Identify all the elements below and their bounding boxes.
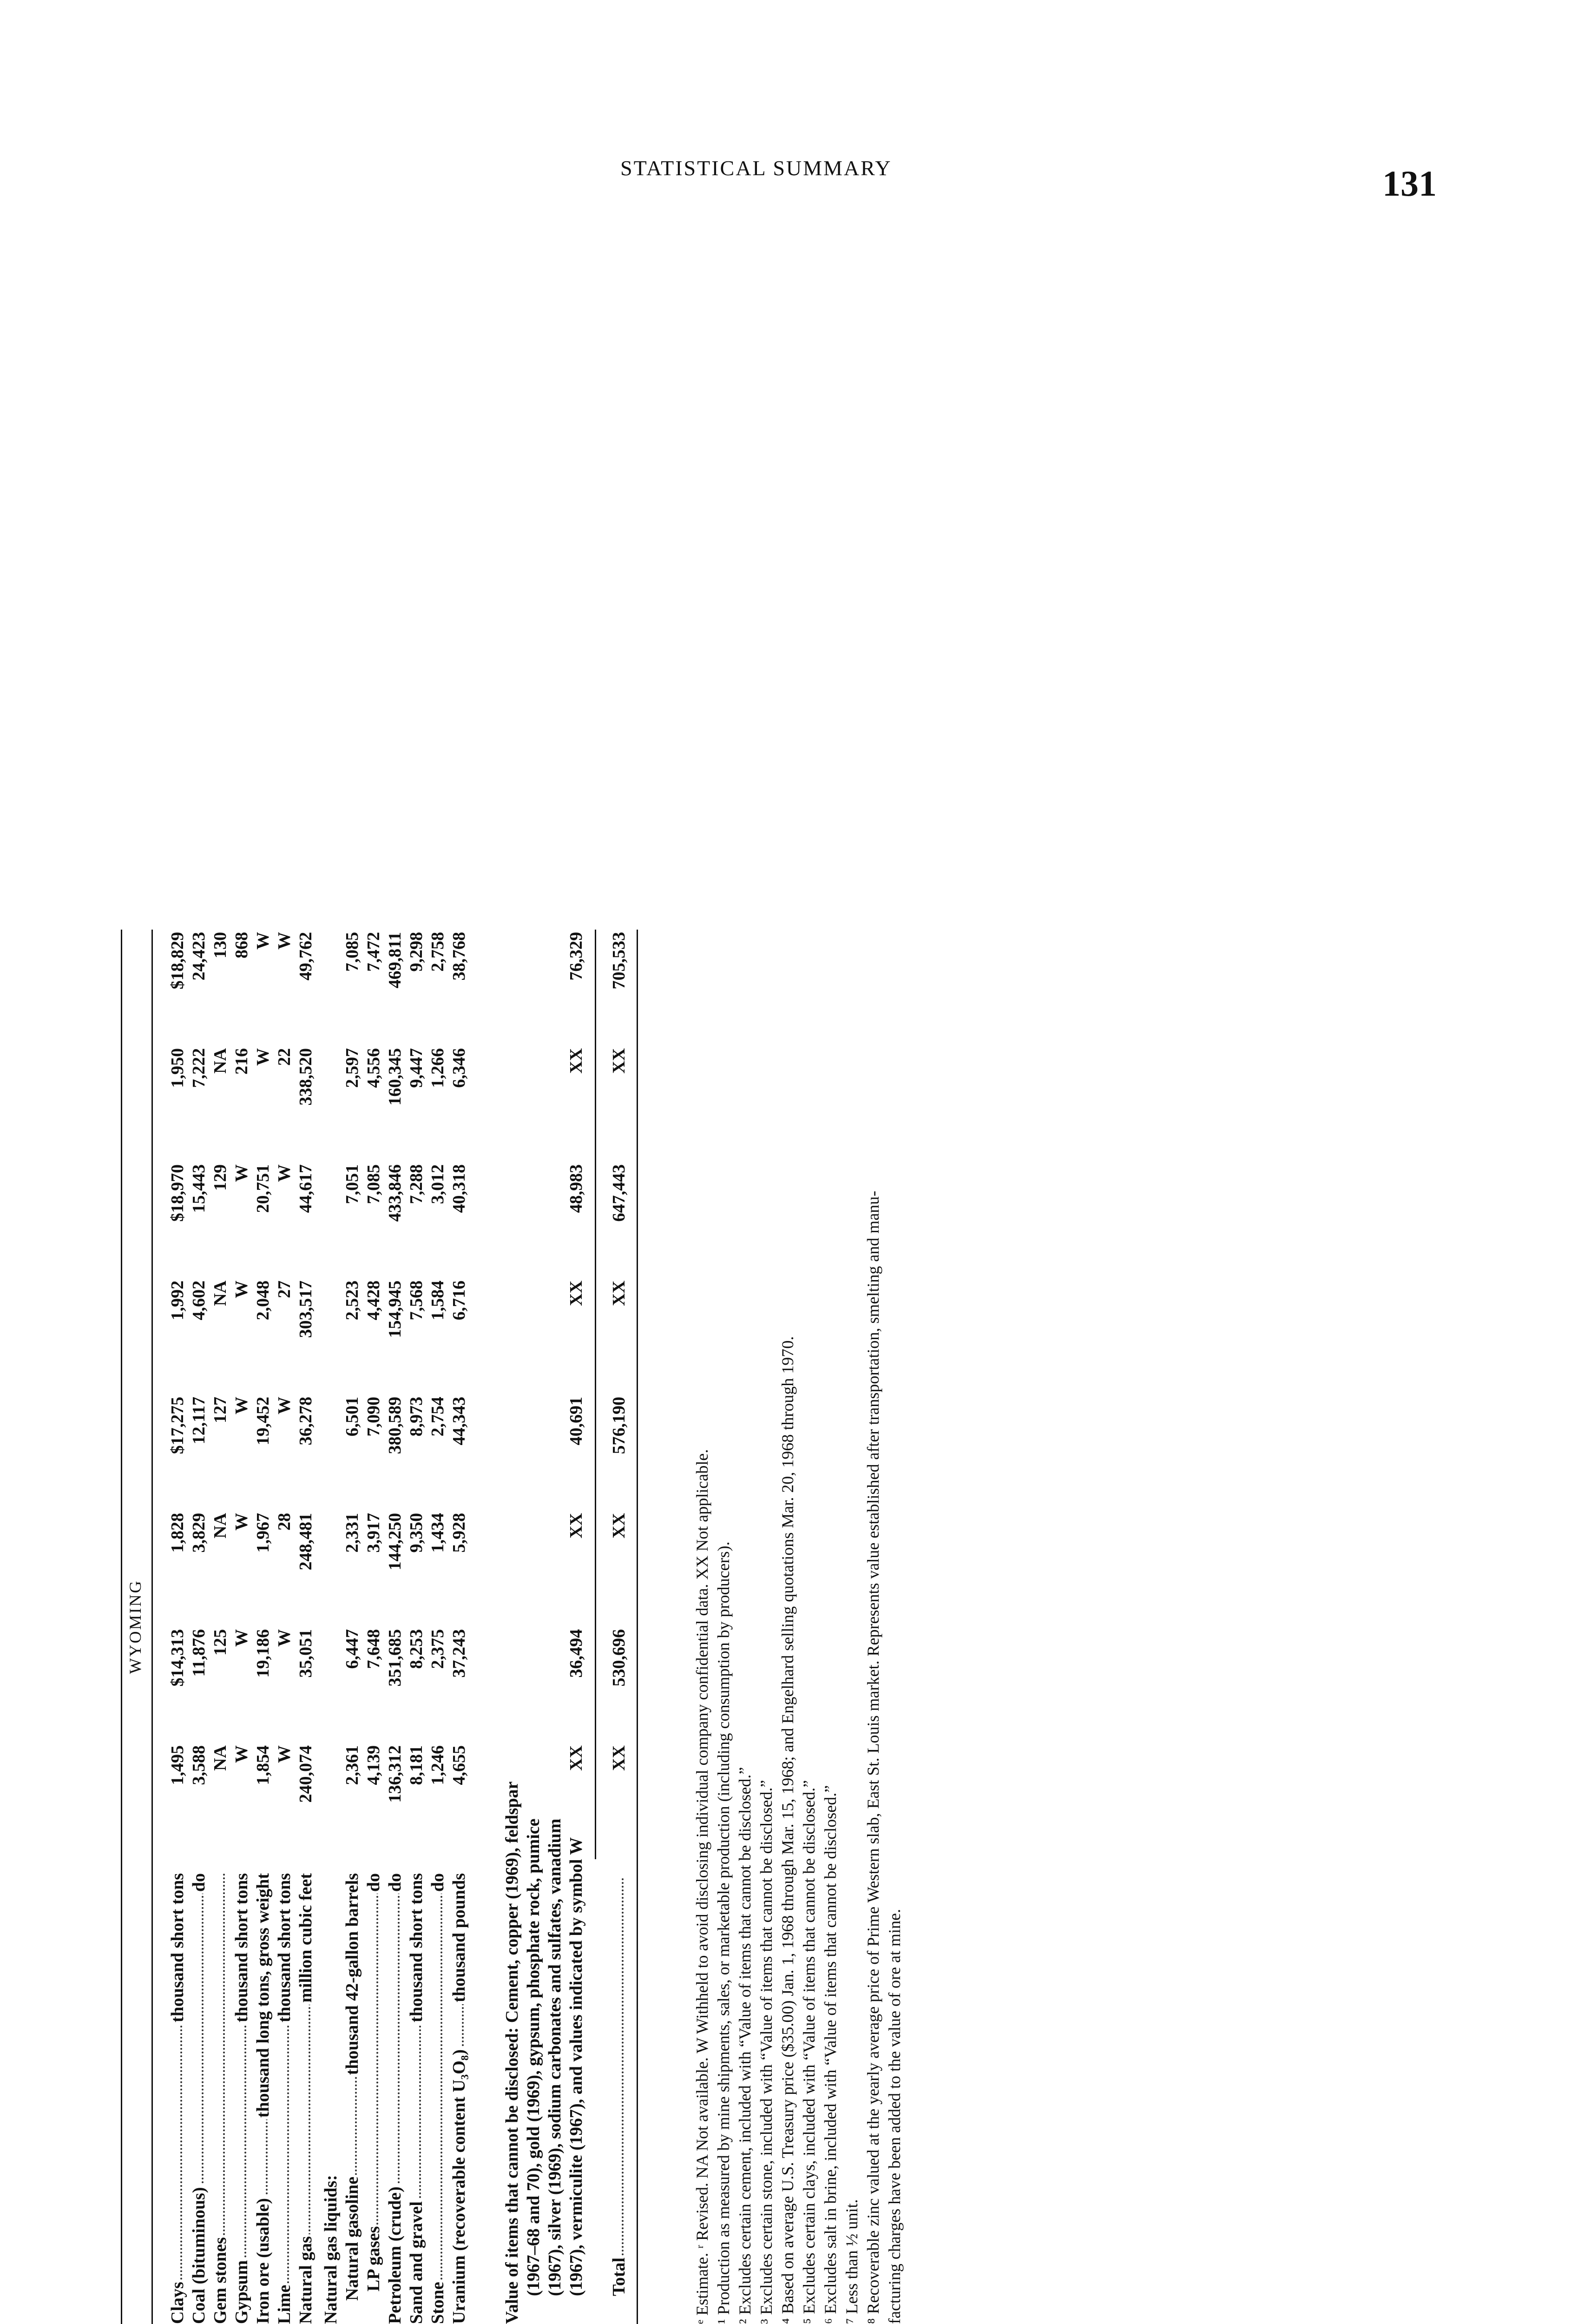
quantity-cell: 4,655 xyxy=(449,1745,469,1785)
value-cell: 3,012 xyxy=(428,1164,447,1204)
quantity-cell: 5,928 xyxy=(449,1513,469,1553)
quantity-cell: 136,312 xyxy=(385,1745,405,1803)
row-label xyxy=(296,1873,316,2324)
quantity-cell: 1,828 xyxy=(168,1513,187,1553)
quantity-cell: 144,250 xyxy=(385,1513,405,1571)
footnote: ¹ Production as measured by mine shipments, sales, or marketable production (including consumption by producers). xyxy=(714,1541,733,2324)
table-bottom-rule xyxy=(637,930,638,2324)
confidential-value: 36,494 xyxy=(566,1629,586,1678)
mineral-name: Clays xyxy=(168,2280,187,2324)
value-cell: W xyxy=(232,1397,251,1414)
table-row xyxy=(167,930,188,2324)
value-cell: 7,288 xyxy=(407,1164,426,1204)
quantity-cell: 9,350 xyxy=(407,1513,426,1553)
value-cell: 129 xyxy=(210,1164,230,1191)
table-row xyxy=(363,930,384,2324)
footnote: facturing charges have been added to the value of ore at mine. xyxy=(885,1909,904,2324)
table-row xyxy=(427,930,448,2324)
mineral-name: Petroleum (crude) xyxy=(385,2185,405,2324)
quantity-cell: 4,139 xyxy=(364,1745,383,1785)
total-value: XX xyxy=(609,1048,629,1074)
value-cell: 44,617 xyxy=(296,1164,316,1213)
rotated-statistics-table xyxy=(121,307,904,2324)
state-caption: WYOMING xyxy=(126,1579,145,1674)
table-row xyxy=(385,930,405,2324)
unit-label: do xyxy=(363,1873,384,1894)
value-cell: 19,452 xyxy=(253,1397,273,1446)
value-cell: 12,117 xyxy=(189,1397,209,1445)
quantity-cell: NA xyxy=(210,1281,230,1306)
confidential-value: XX xyxy=(566,1281,586,1306)
total-value: 705,533 xyxy=(609,932,629,990)
value-cell: $14,313 xyxy=(168,1629,187,1687)
value-cell: W xyxy=(275,1629,294,1647)
quantity-cell: 4,428 xyxy=(364,1281,383,1320)
confidential-value: 76,329 xyxy=(566,932,586,981)
running-head: STATISTICAL SUMMARY xyxy=(620,156,892,180)
confidential-line-4: (1967), vermiculite (1967), and values indicated by symbol W xyxy=(566,1837,586,2296)
value-cell: 15,443 xyxy=(189,1164,209,1213)
table-header-rule xyxy=(151,930,153,2324)
quantity-cell: 2,597 xyxy=(342,1048,362,1088)
quantity-cell: 3,588 xyxy=(189,1745,209,1785)
quantity-cell: 8,181 xyxy=(407,1745,426,1785)
quantity-cell: 6,346 xyxy=(449,1048,469,1088)
row-label xyxy=(449,1873,469,2324)
mineral-name: Uranium (recoverable content U₃O₈) xyxy=(449,2047,469,2324)
quantity-cell: 3,917 xyxy=(364,1513,383,1553)
footnote: ³ Excludes certain stone, included with “Value of items that cannot be disclosed.” xyxy=(757,1780,776,2324)
value-cell: 44,343 xyxy=(449,1397,469,1446)
unit-label: thousand short tons xyxy=(406,1873,427,2024)
quantity-cell: 248,481 xyxy=(296,1513,316,1571)
quantity-cell: W xyxy=(275,1745,294,1763)
value-cell: 868 xyxy=(232,932,251,958)
quantity-cell: 154,945 xyxy=(385,1281,405,1338)
total-label-text: Total xyxy=(609,2256,629,2296)
mineral-name: Coal (bituminous) xyxy=(189,2185,209,2324)
value-cell: $18,970 xyxy=(168,1164,187,1222)
row-label xyxy=(427,1873,448,2324)
footnote: ⁴ Based on average U.S. Treasury price ($35.00) Jan. 1, 1968 through Mar. 15, 1968; and Engelhard selling quotations Mar. 20, 1968 through 1970. xyxy=(778,1336,797,2324)
value-cell: 2,754 xyxy=(428,1397,447,1437)
mineral-name: Gem stones xyxy=(210,2235,230,2324)
value-cell: 130 xyxy=(210,932,230,958)
quantity-cell: 1,266 xyxy=(428,1048,447,1088)
footnote: ᵉ Estimate. ʳ Revised. NA Not available. W Withheld to avoid disclosing individual company confidential data. XX Not applicable. xyxy=(693,1449,711,2324)
quantity-cell: 240,074 xyxy=(296,1745,316,1803)
total-value: 647,443 xyxy=(609,1164,629,1222)
mineral-name: Stone xyxy=(428,2280,447,2324)
mineral-name: Natural gas xyxy=(296,2234,316,2324)
unit-label: do xyxy=(385,1873,405,1894)
value-cell: 40,318 xyxy=(449,1164,469,1213)
quantity-cell: NA xyxy=(210,1745,230,1771)
footnote: ⁶ Excludes salt in brine, included with “Value of items that cannot be disclosed.” xyxy=(821,1785,840,2324)
confidential-value: XX xyxy=(566,1513,586,1538)
table-row xyxy=(210,930,230,2324)
quantity-cell: 338,520 xyxy=(296,1048,316,1106)
confidential-line-1: Value of items that cannot be disclosed: Cement, copper (1969), feldspar xyxy=(502,1781,522,2324)
footnote: ² Excludes certain cement, included with “Value of items that cannot be disclosed.” xyxy=(736,1767,754,2324)
mineral-name: Lime xyxy=(275,2283,294,2324)
row-label xyxy=(274,1873,295,2324)
footnote: ⁸ Recoverable zinc valued at the yearly average price of Prime Western slab, East St. Louis market. Represents value established after transportation, smelting and manu- xyxy=(864,1190,882,2324)
row-label xyxy=(253,1873,273,2324)
value-cell: 380,589 xyxy=(385,1397,405,1454)
value-cell: 433,846 xyxy=(385,1164,405,1222)
value-cell: 8,253 xyxy=(407,1629,426,1669)
value-cell: W xyxy=(232,1629,251,1647)
quantity-cell: NA xyxy=(210,1513,230,1538)
row-label xyxy=(385,1873,405,2324)
value-cell: 9,298 xyxy=(407,932,426,972)
unit-label: do xyxy=(189,1873,209,1894)
table-row xyxy=(253,930,273,2324)
row-label xyxy=(406,1873,427,2324)
value-cell: 351,685 xyxy=(385,1629,405,1687)
value-cell: 11,876 xyxy=(189,1629,209,1677)
table-row xyxy=(189,930,209,2324)
unit-label: thousand short tons xyxy=(274,1873,295,2024)
row-label xyxy=(189,1873,209,2324)
value-cell: 2,375 xyxy=(428,1629,447,1669)
value-cell: $17,275 xyxy=(168,1397,187,1454)
quantity-cell: 2,331 xyxy=(342,1513,362,1553)
quantity-cell: 28 xyxy=(275,1513,294,1531)
confidential-line-3: (1967), silver (1969), sodium carbonates and sulfates, vanadium xyxy=(545,1818,565,2296)
quantity-cell: 1,967 xyxy=(253,1513,273,1553)
quantity-cell: 6,716 xyxy=(449,1281,469,1320)
value-cell: $18,829 xyxy=(168,932,187,990)
confidential-values xyxy=(566,930,586,2324)
total-rule xyxy=(595,930,596,1859)
row-label xyxy=(342,1873,362,2301)
value-cell: 19,186 xyxy=(253,1629,273,1678)
confidential-value: 40,691 xyxy=(566,1397,586,1446)
unit-label: thousand short tons xyxy=(231,1873,252,2024)
value-cell: W xyxy=(275,1164,294,1182)
quantity-cell: 22 xyxy=(275,1048,294,1066)
table-row xyxy=(274,930,295,2324)
quantity-cell: 3,829 xyxy=(189,1513,209,1553)
value-cell: W xyxy=(232,1164,251,1182)
value-cell: 6,501 xyxy=(342,1397,362,1437)
quantity-cell: 1,495 xyxy=(168,1745,187,1785)
value-cell: 127 xyxy=(210,1397,230,1423)
quantity-cell: 7,222 xyxy=(189,1048,209,1088)
value-cell: W xyxy=(275,1397,294,1414)
quantity-cell: 303,517 xyxy=(296,1281,316,1338)
table-row xyxy=(296,930,316,2324)
value-cell: 7,085 xyxy=(342,932,362,972)
quantity-cell: W xyxy=(232,1745,251,1763)
row-label xyxy=(321,1873,341,2324)
row-label xyxy=(231,1873,252,2324)
value-cell: 20,751 xyxy=(253,1164,273,1213)
unit-label: thousand 42-gallon barrels xyxy=(342,1873,362,2077)
value-cell: 7,051 xyxy=(342,1164,362,1204)
total-value: 576,190 xyxy=(609,1397,629,1454)
quantity-cell: 2,523 xyxy=(342,1281,362,1320)
value-cell: W xyxy=(275,932,294,950)
mineral-name: Gypsum xyxy=(232,2258,251,2324)
quantity-cell: 4,602 xyxy=(189,1281,209,1320)
quantity-cell: 2,361 xyxy=(342,1745,362,1785)
footnotes xyxy=(691,325,905,2324)
value-cell: 7,090 xyxy=(364,1397,383,1437)
quantity-cell: 9,447 xyxy=(407,1048,426,1088)
mineral-name: Iron ore (usable) xyxy=(253,2196,273,2324)
footnote: ⁵ Excludes certain clays, included with “Value of items that cannot be disclosed.” xyxy=(800,1780,818,2324)
confidential-value: 48,983 xyxy=(566,1164,586,1213)
value-cell: 7,085 xyxy=(364,1164,383,1204)
table-row xyxy=(321,930,341,2324)
table-row xyxy=(342,930,362,2324)
row-label xyxy=(210,1873,230,2324)
table-row xyxy=(449,930,469,2324)
total-value: XX xyxy=(609,1281,629,1306)
total-label xyxy=(609,1878,629,2296)
value-cell: 36,278 xyxy=(296,1397,316,1446)
mineral-name: Natural gasoline xyxy=(342,2175,362,2301)
confidential-value: XX xyxy=(566,1048,586,1074)
quantity-cell: W xyxy=(253,1048,273,1066)
mineral-name: LP gases xyxy=(364,2225,383,2291)
unit-label: million cubic feet xyxy=(296,1873,316,2005)
unit-label: do xyxy=(427,1873,448,1894)
value-cell: 469,811 xyxy=(385,932,405,989)
quantity-cell: W xyxy=(232,1281,251,1298)
value-cell: 8,973 xyxy=(407,1397,426,1437)
row-label xyxy=(363,1873,384,2291)
quantity-cell: 1,950 xyxy=(168,1048,187,1088)
total-value: XX xyxy=(609,1513,629,1538)
total-row xyxy=(609,930,629,2324)
mineral-name: Sand and gravel xyxy=(407,2199,426,2324)
value-cell: 6,447 xyxy=(342,1629,362,1669)
total-value: 530,696 xyxy=(609,1629,629,1687)
value-cell: 24,423 xyxy=(189,932,209,981)
value-cell: 37,243 xyxy=(449,1629,469,1678)
unit-label: thousand short tons xyxy=(167,1873,188,2024)
quantity-cell: 160,345 xyxy=(385,1048,405,1106)
quantity-cell: 27 xyxy=(275,1281,294,1298)
value-cell: 35,051 xyxy=(296,1629,316,1678)
page-number: 131 xyxy=(1382,163,1437,204)
quantity-cell: 1,434 xyxy=(428,1513,447,1553)
value-cell: 49,762 xyxy=(296,932,316,981)
unit-label: thousand long tons, gross weight xyxy=(253,1873,273,2119)
quantity-cell: 216 xyxy=(232,1048,251,1075)
footnote: ⁷ Less than ½ unit. xyxy=(842,2199,861,2324)
value-cell: 2,758 xyxy=(428,932,447,972)
value-cell: 38,768 xyxy=(449,932,469,981)
quantity-cell: 1,992 xyxy=(168,1281,187,1320)
quantity-cell: 7,568 xyxy=(407,1281,426,1320)
value-cell: 7,472 xyxy=(364,932,383,972)
quantity-cell: 1,854 xyxy=(253,1745,273,1785)
quantity-cell: 4,556 xyxy=(364,1048,383,1088)
confidential-line-2: (1967–68 and 70), gold (1969), gypsum, phosphate rock, pumice xyxy=(524,1818,543,2296)
quantity-cell: 1,246 xyxy=(428,1745,447,1785)
quantity-cell: NA xyxy=(210,1048,230,1074)
total-value: XX xyxy=(609,1745,629,1771)
value-cell: 125 xyxy=(210,1629,230,1656)
quantity-cell: 1,584 xyxy=(428,1281,447,1320)
mineral-name: Natural gas liquids: xyxy=(321,2173,341,2324)
table-row xyxy=(231,930,252,2324)
confidential-value: XX xyxy=(566,1745,586,1771)
value-cell: 7,648 xyxy=(364,1629,383,1669)
quantity-cell: 2,048 xyxy=(253,1281,273,1320)
row-label xyxy=(167,1873,188,2324)
table-row xyxy=(406,930,427,2324)
value-cell: W xyxy=(253,932,273,950)
quantity-cell: W xyxy=(232,1513,251,1531)
table-top-rule xyxy=(121,930,122,2324)
unit-label: thousand pounds xyxy=(449,1873,469,2004)
